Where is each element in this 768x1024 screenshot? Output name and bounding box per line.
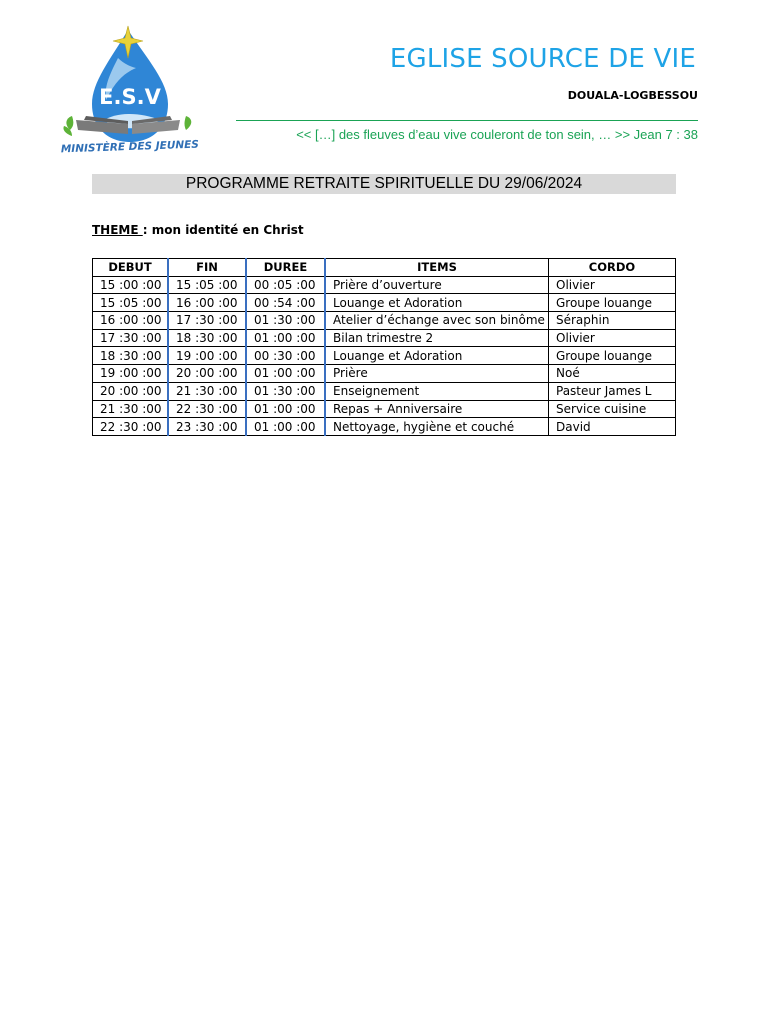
cell-duree: 01 :00 :00 bbox=[246, 418, 325, 436]
table-row bbox=[93, 276, 676, 294]
cell-fin: 15 :05 :00 bbox=[168, 276, 246, 294]
church-city: DOUALA-LOGBESSOU bbox=[567, 89, 698, 102]
cell-cordo: Groupe louange bbox=[549, 294, 676, 312]
table-row bbox=[93, 294, 676, 312]
cell-duree: 01 :30 :00 bbox=[246, 382, 325, 400]
cell-cordo: Pasteur James L bbox=[549, 382, 676, 400]
cell-fin: 16 :00 :00 bbox=[168, 294, 246, 312]
cell-item: Enseignement bbox=[325, 382, 549, 400]
cell-cordo: Noé bbox=[549, 365, 676, 383]
cell-item: Louange et Adoration bbox=[325, 347, 549, 365]
cell-duree: 00 :54 :00 bbox=[246, 294, 325, 312]
cell-cordo: Séraphin bbox=[549, 312, 676, 330]
header-divider bbox=[236, 120, 698, 121]
cell-debut: 17 :30 :00 bbox=[93, 329, 169, 347]
cell-fin: 19 :00 :00 bbox=[168, 347, 246, 365]
logo-graphic bbox=[48, 24, 216, 164]
header-fin: FIN bbox=[168, 259, 246, 277]
cell-debut: 19 :00 :00 bbox=[93, 365, 169, 383]
cell-duree: 01 :00 :00 bbox=[246, 365, 325, 383]
header-cordo: CORDO bbox=[549, 259, 676, 277]
cell-fin: 20 :00 :00 bbox=[168, 365, 246, 383]
cell-item: Nettoyage, hygiène et couché bbox=[325, 418, 549, 436]
cell-duree: 01 :30 :00 bbox=[246, 312, 325, 330]
header-duree: DUREE bbox=[246, 259, 325, 277]
cell-duree: 00 :05 :00 bbox=[246, 276, 325, 294]
header-debut: DEBUT bbox=[93, 259, 169, 277]
church-name: EGLISE SOURCE DE VIE bbox=[389, 44, 696, 74]
cell-fin: 18 :30 :00 bbox=[168, 329, 246, 347]
cell-fin: 21 :30 :00 bbox=[168, 382, 246, 400]
cell-duree: 01 :00 :00 bbox=[246, 329, 325, 347]
cell-fin: 17 :30 :00 bbox=[168, 312, 246, 330]
table-header-row bbox=[93, 259, 676, 277]
cell-item: Prière bbox=[325, 365, 549, 383]
cell-fin: 22 :30 :00 bbox=[168, 400, 246, 418]
cell-item: Bilan trimestre 2 bbox=[325, 329, 549, 347]
cell-debut: 15 :05 :00 bbox=[93, 294, 169, 312]
cell-item: Prière d’ouverture bbox=[325, 276, 549, 294]
schedule-table bbox=[92, 258, 676, 436]
cell-debut: 20 :00 :00 bbox=[93, 382, 169, 400]
table-row bbox=[93, 382, 676, 400]
cell-debut: 21 :30 :00 bbox=[93, 400, 169, 418]
cell-debut: 16 :00 :00 bbox=[93, 312, 169, 330]
cell-debut: 22 :30 :00 bbox=[93, 418, 169, 436]
cell-duree: 01 :00 :00 bbox=[246, 400, 325, 418]
theme-label: THEME bbox=[92, 223, 143, 237]
logo-acronym: E.S.V bbox=[99, 85, 161, 109]
table-row bbox=[93, 365, 676, 383]
cell-cordo: David bbox=[549, 418, 676, 436]
table-row bbox=[93, 329, 676, 347]
cell-fin: 23 :30 :00 bbox=[168, 418, 246, 436]
cell-cordo: Groupe louange bbox=[549, 347, 676, 365]
cell-item: Repas + Anniversaire bbox=[325, 400, 549, 418]
table-row bbox=[93, 312, 676, 330]
bible-verse: << […] des fleuves d’eau vive couleront de ton sein, … >> Jean 7 : 38 bbox=[296, 127, 698, 142]
cell-duree: 00 :30 :00 bbox=[246, 347, 325, 365]
program-theme bbox=[92, 223, 304, 237]
logo-ministry-text: MINISTÈRE DES JEUNES bbox=[60, 138, 200, 156]
cell-cordo: Olivier bbox=[549, 276, 676, 294]
cell-debut: 15 :00 :00 bbox=[93, 276, 169, 294]
cell-debut: 18 :30 :00 bbox=[93, 347, 169, 365]
header-items: ITEMS bbox=[325, 259, 549, 277]
program-title: PROGRAMME RETRAITE SPIRITUELLE DU 29/06/2024 bbox=[92, 174, 676, 194]
cell-item: Atelier d’échange avec son binôme bbox=[325, 312, 549, 330]
esv-logo bbox=[48, 24, 216, 164]
table-row bbox=[93, 347, 676, 365]
cell-cordo: Olivier bbox=[549, 329, 676, 347]
cell-item: Louange et Adoration bbox=[325, 294, 549, 312]
table-row bbox=[93, 418, 676, 436]
theme-value: : mon identité en Christ bbox=[142, 223, 304, 237]
cell-cordo: Service cuisine bbox=[549, 400, 676, 418]
table-row bbox=[93, 400, 676, 418]
